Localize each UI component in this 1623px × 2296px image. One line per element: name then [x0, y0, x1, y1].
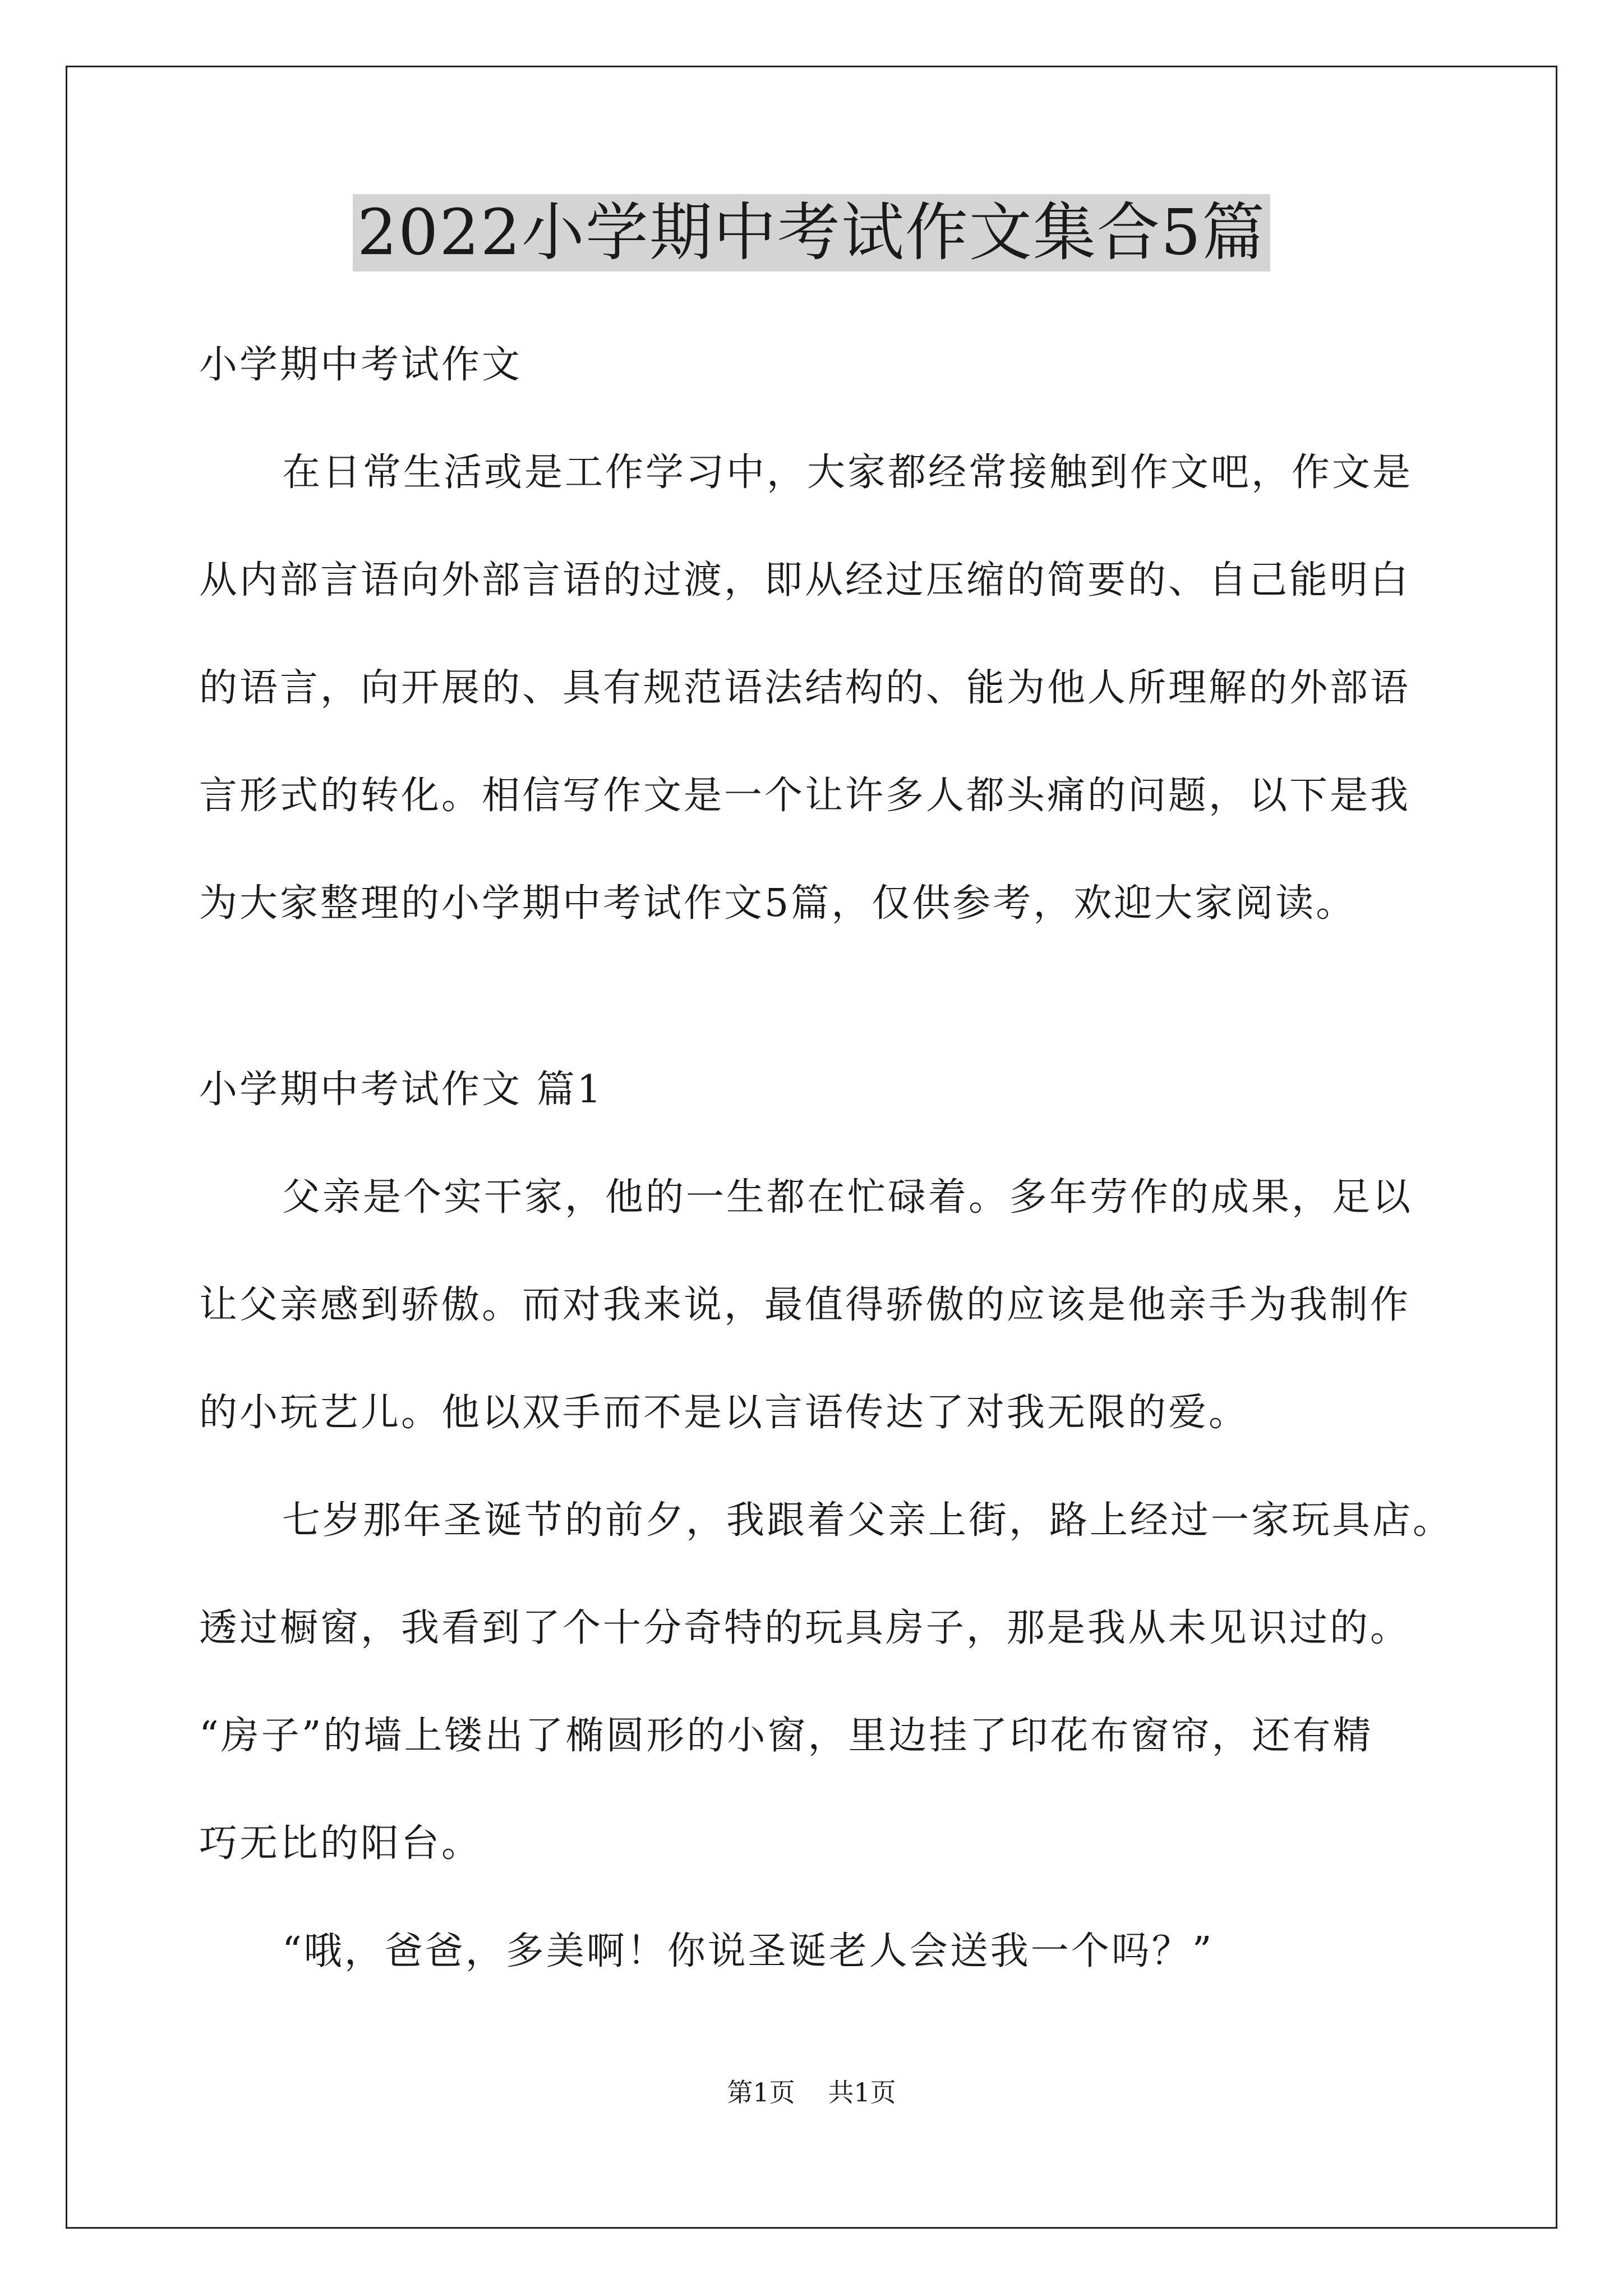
paragraph-2	[199, 1467, 1454, 1898]
document-body	[199, 311, 1454, 2005]
page-number-total: 共1页	[828, 2077, 896, 2108]
paragraph-line: 让父亲感到骄傲。而对我来说，最值得骄傲的应该是他亲手为我制作	[199, 1283, 1411, 1327]
paragraph-line: 父亲是个实干家，他的一生都在忙碌着。多年劳作的成果，足以	[282, 1175, 1413, 1220]
paragraph-line: 巧无比的阳台。	[199, 1821, 482, 1866]
document-title-block	[0, 191, 1623, 275]
page-number-current: 第1页	[727, 2077, 795, 2108]
page-footer	[0, 2076, 1623, 2109]
intro-line: 的语言，向开展的、具有规范语法结构的、能为他人所理解的外部语	[199, 666, 1411, 710]
paragraph-line: 的小玩艺儿。他以双手而不是以言语传达了对我无限的爱。	[199, 1391, 1249, 1435]
section-1-heading: 小学期中考试作文 篇1	[199, 1068, 603, 1112]
intro-line: 在日常生活或是工作学习中，大家都经常接触到作文吧，作文是	[282, 450, 1413, 495]
intro-line: 言形式的转化。相信写作文是一个让许多人都头痛的问题，以下是我	[199, 774, 1411, 818]
paragraph-3	[199, 1898, 1433, 2005]
section-spacer	[199, 958, 1433, 1036]
intro-paragraph	[199, 419, 1433, 958]
paragraph-1	[199, 1144, 1433, 1467]
paragraph-line: 透过橱窗，我看到了个十分奇特的玩具房子，那是我从未见识过的。	[199, 1606, 1411, 1650]
paragraph-line: “哦，爸爸，多美啊！你说圣诞老人会送我一个吗？”	[282, 1929, 1214, 1973]
intro-line: 从内部言语向外部言语的过渡，即从经过压缩的简要的、自己能明白	[199, 558, 1411, 602]
paragraph-line: 七岁那年圣诞节的前夕，我跟着父亲上街，路上经过一家玩具店。	[282, 1498, 1454, 1543]
intro-heading: 小学期中考试作文	[199, 343, 523, 387]
document-title: 2022小学期中考试作文集合5篇	[353, 194, 1270, 272]
paragraph-line: “房子”的墙上镂出了椭圆形的小窗，里边挂了印花布窗帘，还有精	[199, 1714, 1373, 1758]
intro-line: 为大家整理的小学期中考试作文5篇，仅供参考，欢迎大家阅读。	[199, 881, 1357, 926]
